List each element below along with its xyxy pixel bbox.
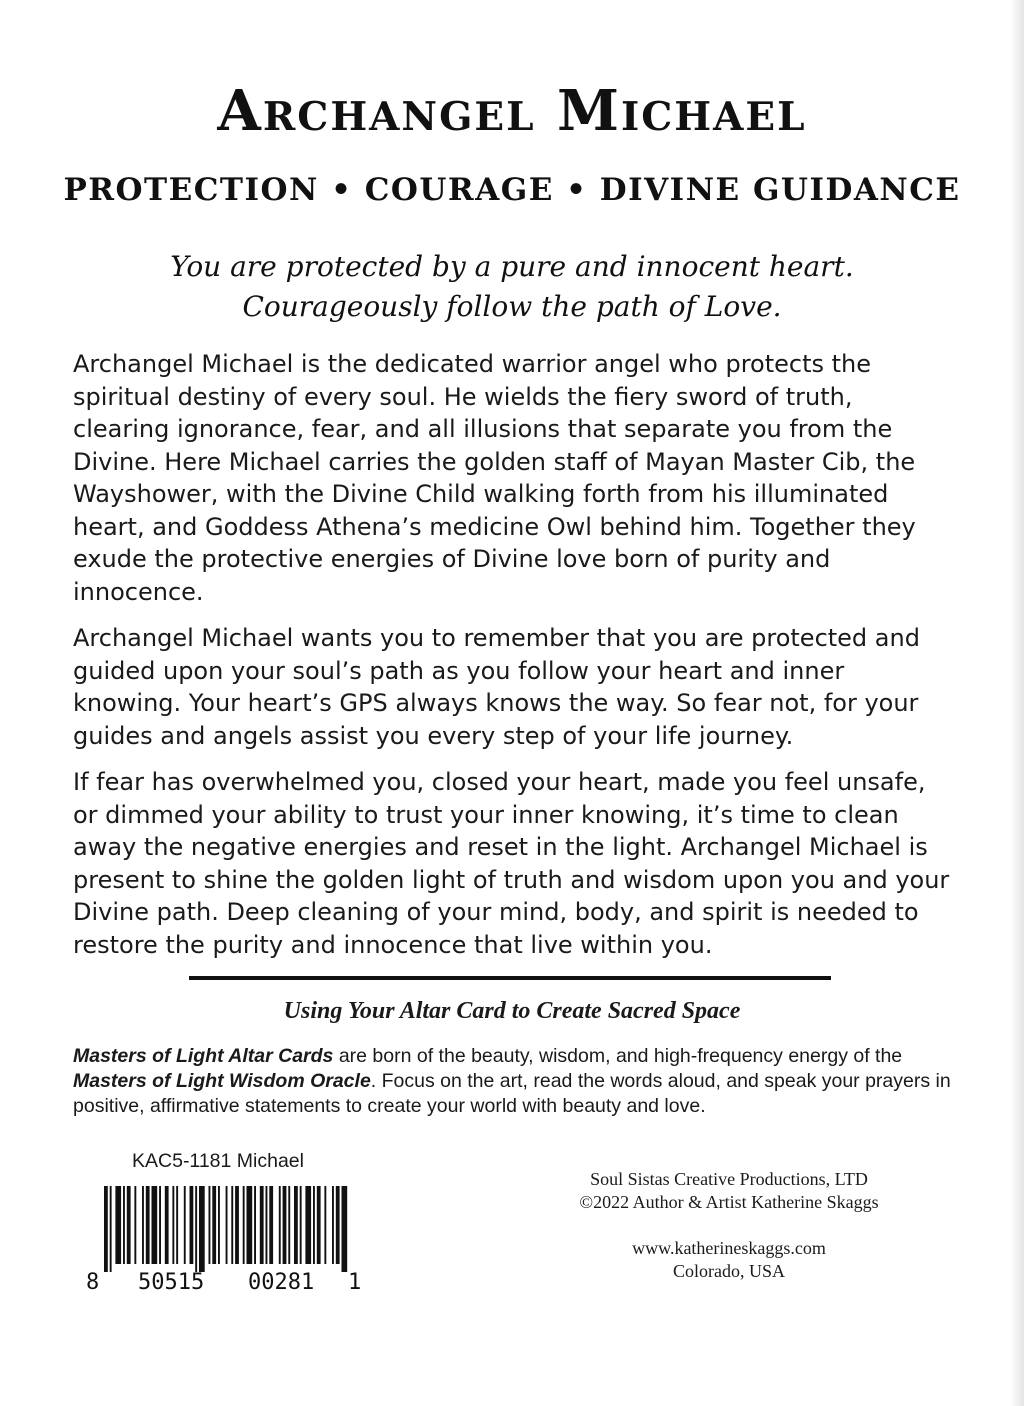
altar-section-heading: Using Your Altar Card to Create Sacred Space — [283, 998, 741, 1024]
barcode-digits-left: 50515 — [138, 1270, 205, 1295]
description-paragraph-2: Archangel Michael wants you to remember that you are protected and guided upon your soul’s path as you follow your heart and inner knowing. Your heart’s GPS always knows the way. So fear not, for your guides and angels assist you every step of your life journey. — [73, 624, 920, 750]
barcode-bar — [134, 1186, 136, 1264]
barcode-bar — [254, 1186, 256, 1264]
barcode-bar — [176, 1186, 178, 1264]
card-description — [73, 348, 953, 975]
barcode-bar — [212, 1186, 216, 1264]
barcode-bar — [324, 1186, 326, 1264]
barcode-bar — [283, 1186, 287, 1264]
affirmation-line-2: Courageously follow the path of Love. — [242, 290, 782, 323]
barcode-bar — [190, 1186, 194, 1264]
barcode-digit-check: 1 — [348, 1270, 362, 1295]
page-edge-shadow — [1010, 0, 1024, 1406]
barcode-bar — [123, 1186, 125, 1264]
section-divider — [189, 976, 831, 980]
barcode-bar — [146, 1186, 150, 1264]
description-paragraph-1: Archangel Michael is the dedicated warrior angel who protects the spiritual destiny of every soul. He wields the fiery sword of truth, clearing ignorance, fear, and all illusions that separate you from the Divine. Here Michael carries the golden staff of Mayan Master Cib, the Wayshower, with the Divine Child walking forth from his illuminated heart, and Goddess Athena’s medicine Owl behind him. Together they exude the protective energies of Divine love born of purity and innocence. — [73, 350, 916, 606]
barcode-bar — [266, 1186, 268, 1264]
barcode-bar — [269, 1186, 273, 1264]
barcode-bar — [159, 1186, 161, 1264]
barcode-bar — [305, 1186, 311, 1264]
barcode-bar — [336, 1186, 340, 1264]
altar-section-text — [73, 1044, 953, 1119]
barcode-bar — [342, 1186, 348, 1272]
barcode-bar — [332, 1186, 334, 1264]
barcode-bar — [288, 1186, 290, 1264]
barcode-bar — [165, 1186, 169, 1264]
description-paragraph-3: If fear has overwhelmed you, closed your heart, made you feel unsafe, or dimmed your ability to trust your inner knowing, it’s time to clean away the negative energies and reset in the light. Archangel Michael is present to shine the golden light of truth and wisdom upon you and your Divine path. Deep cleaning of your mind, body, and spirit is needed to restore the purity and innocence that live within you. — [73, 768, 950, 959]
affirmation — [0, 247, 1024, 327]
barcode-bar — [115, 1186, 121, 1264]
barcode-bar — [127, 1186, 131, 1264]
publisher-website[interactable]: www.katherineskaggs.com — [632, 1238, 826, 1258]
barcode-digit-lead: 8 — [86, 1270, 100, 1295]
barcode-bar — [209, 1186, 211, 1264]
barcode-bar — [243, 1186, 245, 1264]
barcode-bar — [235, 1186, 239, 1264]
barcode-bar — [313, 1186, 315, 1264]
barcode-bar — [172, 1186, 174, 1264]
affirmation-line-1: You are protected by a pure and innocent heart. — [170, 250, 854, 283]
barcode-bar — [218, 1186, 220, 1264]
product-code: KAC5-1181 Michael — [132, 1150, 304, 1172]
barcode-bar — [260, 1186, 264, 1264]
altar-text-2: . Focus on the art, read the words aloud, and speak your prayers in positive, affirmative statements to create your world with beauty and love. — [73, 1070, 951, 1117]
barcode-bar — [199, 1186, 205, 1272]
barcode-bar — [184, 1186, 186, 1264]
barcode-bar — [317, 1186, 321, 1264]
oracle-name: Masters of Light Wisdom Oracle — [73, 1070, 371, 1092]
barcode-bar — [279, 1186, 281, 1264]
barcode-bar — [300, 1186, 302, 1264]
altar-text-1: are born of the beauty, wisdom, and high-frequency energy of the — [333, 1045, 903, 1067]
barcode-digits-right: 00281 — [248, 1270, 315, 1295]
publisher-company: Soul Sistas Creative Productions, LTD — [590, 1169, 868, 1189]
publisher-location: Colorado, USA — [673, 1261, 785, 1281]
altar-cards-name: Masters of Light Altar Cards — [73, 1045, 334, 1067]
barcode-bar — [226, 1186, 228, 1264]
publisher-copyright: ©2022 Author & Artist Katherine Skaggs — [579, 1192, 879, 1212]
card-subtitle: PROTECTION • COURAGE • DIVINE GUIDANCE — [63, 172, 961, 208]
barcode-bar — [142, 1186, 144, 1264]
barcode-bar — [110, 1186, 112, 1272]
barcode-bar — [152, 1186, 158, 1264]
barcode-bar — [231, 1186, 233, 1264]
barcode-bar — [104, 1186, 108, 1272]
barcode-bar — [247, 1186, 253, 1264]
publisher-info — [540, 1168, 918, 1283]
card-title: Archangel Michael — [217, 78, 807, 144]
barcode — [104, 1186, 348, 1272]
barcode-bar — [294, 1186, 298, 1264]
barcode-bar — [195, 1186, 197, 1272]
